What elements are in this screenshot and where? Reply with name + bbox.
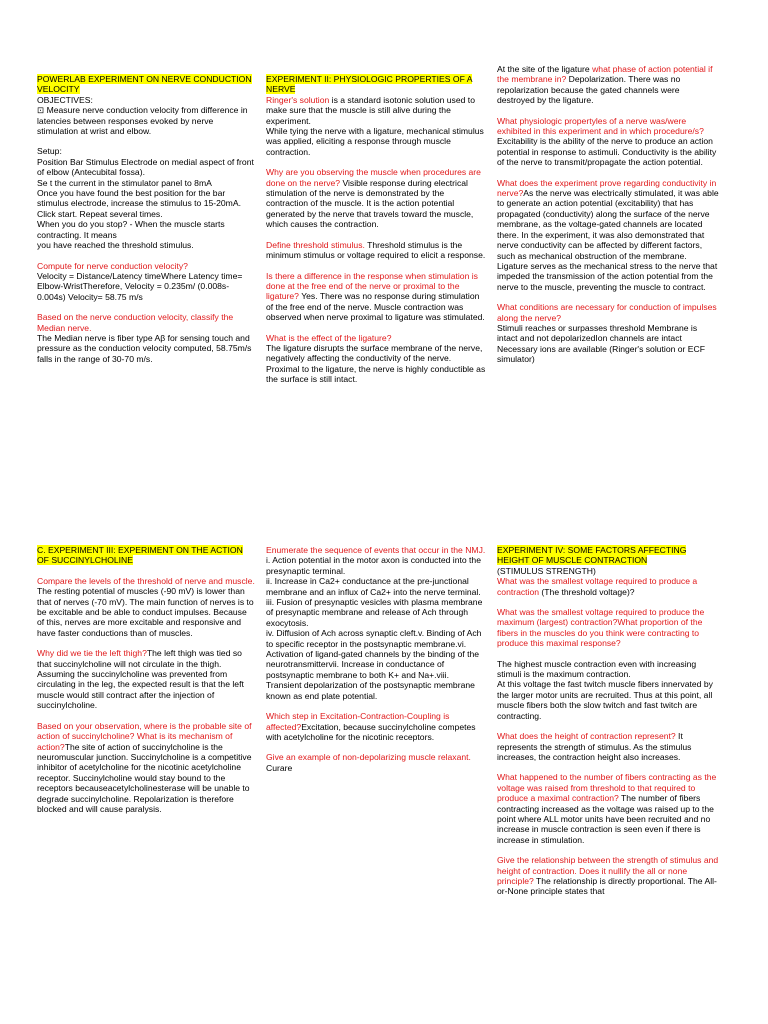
answer: As the nerve was electrically stimulated, it was able to generate an action potential (excitability) that has propagated (conductivity) along the surface of the nerve membrane, as the voltage-gated channels are located there. In the experiment, it was also demonstrated that nerve conductivity can be affected by different factors, such as mechanical obstruction of the membrane. Ligature serves as the mechanical stress to the nerve that impeded the transmission of the action potential from the nerve to the muscle, preventing the muscle to contract. — [497, 188, 719, 292]
answer: The Median nerve is fiber type Aβ for sensing touch and pressure as the conduction velocity computed, 58.75m/s falls in the range of 30-70 m/s. — [37, 332, 252, 364]
ringer-text-2: While tying the nerve with a ligature, mechanical stimulus was applied, eliciting a response through muscle contraction. — [266, 126, 484, 157]
answer: Excitability is the ability of the nerve to produce an action potential in response to astimuli. Conductivity is the ability of the nerve to transmit/propagate the action potential. — [497, 136, 717, 168]
column-succinylcholine — [37, 545, 255, 814]
answer: Threshold stimulus is the minimum stimulus or voltage required to elicit a response. — [266, 239, 486, 261]
answer: The relationship is directly proportional. The All-or-None principle states that — [497, 875, 717, 897]
question: Why are you observing the muscle when procedures are done on the nerve? — [266, 167, 481, 188]
question: what phase of action potential if the membrane in? — [497, 64, 713, 85]
ringer-text: is a standard isotonic solution used to make sure that the muscle is still alive during the experiment. — [266, 94, 475, 126]
answer: The ligature disrupts the surface membrane of the nerve, negatively affecting the conductivity of the nerve. Proximal to the ligature, the nerve is highly conductible as the surface is still intact. — [266, 342, 486, 385]
section-title: C. EXPERIMENT III: EXPERIMENT ON THE ACTION OF SUCCINYLCHOLINE — [37, 545, 243, 566]
question: Give the relationship between the strength of stimulus and height of contraction. Does it nullify the all or none principle? — [497, 855, 719, 886]
section-subtitle: (STIMULUS STRENGTH) — [497, 565, 596, 576]
answer: Stimuli reaches or surpasses threshold Membrane is intact and not depolarizedIon channels are intact Necessary ions are available (Ringer's solution or ECF simulator) — [497, 322, 705, 365]
setup-line: you have reached the threshold stimulus. — [37, 240, 194, 251]
question: Compute for nerve conduction velocity? — [37, 260, 188, 271]
question: Enumerate the sequence of events that occur in the NMJ. — [266, 545, 486, 555]
question: What conditions are necessary for conduction of impulses along the nerve? — [497, 302, 717, 323]
question: What does the experiment prove regarding conductivity in nerve? — [497, 177, 717, 199]
setup-line: Se t the current in the stimulator panel to 8mA — [37, 177, 212, 188]
answer: Visible response during electrical stimulation of the nerve is demonstrated by the contraction of the muscle. It is the action potential generated by the nerve that travels toward the muscle, which causes the contraction. — [266, 177, 474, 230]
ringer-label: Ringer's solution — [266, 94, 330, 105]
intro-text: At the site of the ligature — [497, 64, 593, 74]
setup-line: Once you have found the best position for the bar stimulus electrode, increase the stimulus to 15-20mA. Click start. Repeat several times. — [37, 188, 241, 219]
question: Which step in Excitation-Contraction-Coupling is affected? — [266, 711, 450, 732]
answer: Yes. There was no response during stimulation of the free end of the nerve. Muscle contraction was observed when nerve proximal to ligature was stimulated. — [266, 291, 485, 323]
answer: Curare — [266, 762, 293, 773]
objectives-label: OBJECTIVES: — [37, 94, 93, 105]
answer: Excitation, because succinylcholine competes with acetylcholine for the nicotinic receptors. — [266, 721, 476, 742]
answer: It represents the strength of stimulus. As the stimulus increases, the contraction height also increases. — [497, 731, 692, 762]
events-list: i. Action potential in the motor axon is conducted into the presynaptic terminal. ii. Increase in Ca2+ conductance at the pre-junctional membrane and an influx of Ca2+ into the nerve terminal. iii. Fusion of presynaptic vesicles with plasma membrane of presynaptic membrane and release of Ach through exocytosis. iv. Diffusion of Ach across synaptic cleft.v. Binding of Ach to specific receptor in the postsynaptic membrane.vi. Activation of ligand-gated channels by the binding of the neurotransmittervii. Increase in conductance of postsynaptic membrane to both K+ and Na+.viii. Transient depolarization of the postsynaptic membrane known as end plate potential. — [266, 555, 483, 701]
column-ligature — [497, 64, 719, 365]
section-title: EXPERIMENT II: PHYSIOLOGIC PROPERTIES OF A NERVE — [266, 74, 473, 95]
answer: The highest muscle contraction even with increasing stimuli is the maximum contraction. — [497, 658, 697, 680]
section-title: EXPERIMENT IV: SOME FACTORS AFFECTING HEIGHT OF MUSCLE CONTRACTION — [497, 545, 687, 566]
answer: Depolarization. There was no repolarization because the gated channels were destroyed by the ligature. — [497, 74, 681, 106]
question: What is the effect of the ligature? — [266, 332, 392, 343]
question: What was the smallest voltage required to produce the maximum (largest) contraction?What proportion of the fibers in the muscles do you think were contracting to produce this maximal response? — [497, 607, 705, 649]
answer: Velocity = Distance/Latency timeWhere Latency time= Elbow-WristTherefore, Velocity = 0.235m/ (0.008s-0.004s) Velocity= 58.75 m/s — [37, 270, 243, 302]
question: Is there a difference in the response when stimulation is done at the free end of the nerve or proximal to the ligature? — [266, 270, 478, 302]
answer: At this voltage the fast twitch muscle fibers innervated by the larger motor units are recruited. Thus at this point, all muscle fibers both the slow twitch and fast twitch are contracting. — [497, 679, 713, 721]
column-muscle-contraction — [497, 545, 719, 897]
setup-label: Setup: — [37, 146, 62, 157]
column-physiologic-properties — [266, 74, 486, 385]
objective-text: ⊡ Measure nerve conduction velocity from difference in latencies between responses evoked by nerve stimulation at wrist and elbow. — [37, 105, 248, 137]
question: Compare the levels of the threshold of nerve and muscle. — [37, 575, 255, 586]
section-title: POWERLAB EXPERIMENT ON NERVE CONDUCTION VELOCITY — [37, 74, 252, 95]
question: Give an example of non-depolarizing muscle relaxant. — [266, 752, 471, 763]
setup-text: Position Bar Stimulus Electrode on medial aspect of front of elbow (Antecubital fossa). — [37, 156, 254, 178]
column-nerve-conduction — [37, 74, 255, 364]
column-nmj-events — [266, 545, 486, 773]
answer: The site of action of succinylcholine is the neuromuscular junction. Succinylcholine is a competitive inhibitor of acetylcholine for the nicotinic acetylcholine receptor. Succinylcholine would stay bound to the receptors becauseacetylcholinesterase will be unable to degrade succinylcholine. Repolarization is therefore blocked and will cause paralysis. — [37, 741, 252, 814]
question: What does the height of contraction represent? — [497, 731, 676, 742]
question: What was the smallest voltage required to produce a contraction — [497, 576, 698, 597]
question: Based on the nerve conduction velocity, classify the Median nerve. — [37, 312, 234, 333]
answer: The resting potential of muscles (-90 mV) is lower than that of nerves (-70 mV). The main function of nerves is to be excitable and be able to conduct impulses. Because of this, nerves are more excitable and responsive and have faster conductions than of muscles. — [37, 586, 254, 638]
question: Why did we tie the left thigh? — [37, 648, 147, 659]
question-suffix: (The threshold voltage)? — [539, 586, 635, 597]
question: What happened to the number of fibers contracting as the voltage was raised from threshold to that required to produce a maximal contraction? — [497, 772, 717, 804]
answer: The left thigh was tied so that succinylcholine will not circulate in the thigh. Assuming the succinylcholine was prevented from circulating in the leg, the expected result is that the left muscle would still contract after the injection of succinylcholine. — [37, 648, 244, 711]
setup-line: When you do you stop? - When the muscle starts contracting. It means — [37, 219, 225, 240]
question: Based on your observation, where is the probable site of action of succinylcholine? What is its mechanism of action? — [37, 720, 252, 752]
question: What physiologic propertyles of a nerve was/were exhibited in this experiment and in which procedure/s? — [497, 115, 704, 137]
answer: The number of fibers contracting increased as the voltage was raised up to the point where ALL motor units have been recruited and no increase in muscle contraction is seen even if there is increase in stimulation. — [497, 793, 714, 845]
question: Define threshold stimulus. — [266, 239, 365, 250]
